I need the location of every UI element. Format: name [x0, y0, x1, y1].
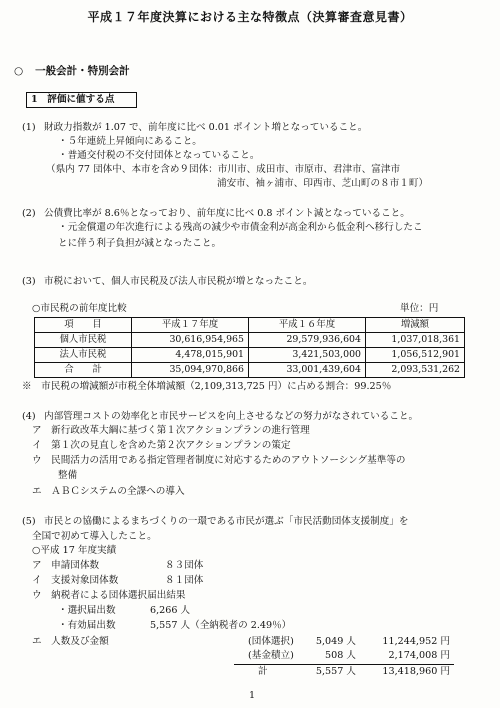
table-row: [35, 333, 465, 348]
item-2-text: 公債費比率が 8.6％となっており、前年度に比べ 0.8 ポイント減となっていること。: [44, 208, 410, 219]
table-cell: 3,421,503,000: [249, 348, 366, 363]
result-s2-label: ・有効届出数: [58, 620, 116, 631]
item-1-number: (1): [22, 122, 36, 133]
row-fund-people: 508 人: [325, 650, 356, 661]
table-header-cell: 項 目: [35, 318, 132, 333]
item-5-number: (5): [22, 516, 36, 527]
result-u-label: ウ 納税者による団体選択届出結果: [32, 590, 186, 601]
table-cell: 30,616,954,965: [132, 333, 249, 348]
item-2-bullet-2: とに伴う利子負担が減となったこと。: [58, 238, 222, 249]
item-4-text: 内部管理コストの効率化と市民サービスを向上させるなどの努力がなされていること。: [44, 411, 419, 422]
row-total-label: 計: [258, 666, 268, 677]
item-1-bullet-4: 浦安市、袖ヶ浦市、印西市、芝山町の８市１町）: [217, 178, 429, 189]
table-total-row: [35, 363, 465, 378]
item-4-sub-u-line2: 整備: [58, 470, 78, 481]
document-title: 平成１７年度決算における主な特徴点（決算審査意見書）: [87, 10, 413, 24]
table-cell: 個人市民税: [35, 333, 132, 348]
result-a-value: ８３団体: [165, 560, 204, 571]
section-heading: [14, 64, 130, 78]
table-header-cell: 平成１６年度: [249, 318, 366, 333]
table-cell: 1,056,512,901: [366, 348, 465, 363]
table-cell: 1,037,018,361: [366, 333, 465, 348]
table-caption: ○市民税の前年度比較: [32, 303, 127, 314]
item-1-bullet-2: ・普通交付税の不交付団体となっていること。: [58, 150, 260, 161]
table-cell: 合 計: [35, 363, 132, 378]
section-heading-text: 一般会計・特別会計: [35, 65, 130, 77]
table-note: ※ 市民税の増減額が市税全体増減額（2,109,313,725 円）に占める割合：99.25％: [22, 381, 392, 392]
table-unit: 単位：円: [400, 303, 439, 314]
item-4-sub-i: イ 第１次の見直しを含めた第２次アクションプランの策定: [32, 440, 291, 451]
item-4-number: (4): [22, 411, 36, 422]
item-1-bullet-1: ・５年連続上昇傾向にあること。: [58, 136, 202, 147]
item-5-text-line1: 市民との協働によるまちづくりの一環である市民が選ぶ「市民活動団体支援制度」を: [44, 516, 409, 527]
subheading-box: 1 評価に値する点: [26, 92, 137, 108]
result-e-label: エ 人数及び金額: [32, 636, 109, 647]
item-4-sub-e: エ ＡＢＣシステムの全課への導入: [32, 486, 185, 497]
table-cell: 法人市民税: [35, 348, 132, 363]
sum-rule: [234, 664, 454, 665]
table-header-cell: 平成１７年度: [132, 318, 249, 333]
row-group-amount: 11,244,952 円: [382, 636, 450, 647]
result-a-label: ア 申請団体数: [32, 560, 100, 571]
table-cell: 29,579,936,604: [249, 333, 366, 348]
table-cell: 35,094,970,866: [132, 363, 249, 378]
row-total-people: 5,557 人: [315, 666, 356, 677]
table-header-cell: 増減額: [366, 318, 465, 333]
item-2-bullet-1: ・元金償還の年次進行による残高の減少や市債金利が高金利から低金利へ移行したこ: [58, 222, 423, 233]
row-total-amount: 13,418,960 円: [382, 666, 450, 677]
result-s1-label: ・選択届出数: [58, 605, 116, 616]
page-number: 1: [249, 690, 256, 701]
item-5-text-line2: 全国で初めて導入したこと。: [32, 531, 157, 542]
row-fund-amount: 2,174,008 円: [388, 650, 450, 661]
item-3-text: 市税において、個人市民税及び法人市民税が増となったこと。: [44, 276, 313, 287]
row-group-label: (団体選択): [248, 636, 294, 647]
tax-comparison-table: [34, 317, 465, 378]
item-1-text: 財政力指数が 1.07 で、前年度に比べ 0.01 ポイント増となっていること。: [44, 122, 368, 133]
item-4-sub-a: ア 新行政改革大綱に基づく第１次アクションプランの進行管理: [32, 425, 310, 436]
result-i-label: イ 支援対象団体数: [32, 575, 119, 586]
result-s2-value: 5,557 人（全納税者の 2.49％）: [150, 620, 292, 631]
result-s1-value: 6,266 人: [150, 605, 191, 616]
item-4-sub-u-line1: ウ 民間活力の活用である指定管理者制度に対応するためのアウトソーシング基準等の: [32, 455, 406, 466]
table-cell: 33,001,439,604: [249, 363, 366, 378]
table-header-row: [35, 318, 465, 333]
table-cell: 4,478,015,901: [132, 348, 249, 363]
item-3-number: (3): [22, 276, 36, 287]
table-cell: 2,093,531,262: [366, 363, 465, 378]
item-2-number: (2): [22, 208, 36, 219]
item-1-bullet-3: （県内 77 団体中、本市を含め９団体：市川市、成田市、市原市、君津市、富津市: [46, 164, 401, 175]
table-row: [35, 348, 465, 363]
results-caption: ○平成 17 年度実績: [32, 545, 117, 556]
result-i-value: ８１団体: [165, 575, 204, 586]
row-fund-label: (基金積立): [248, 650, 294, 661]
section-marker: ○: [14, 65, 24, 77]
row-group-people: 5,049 人: [315, 636, 356, 647]
